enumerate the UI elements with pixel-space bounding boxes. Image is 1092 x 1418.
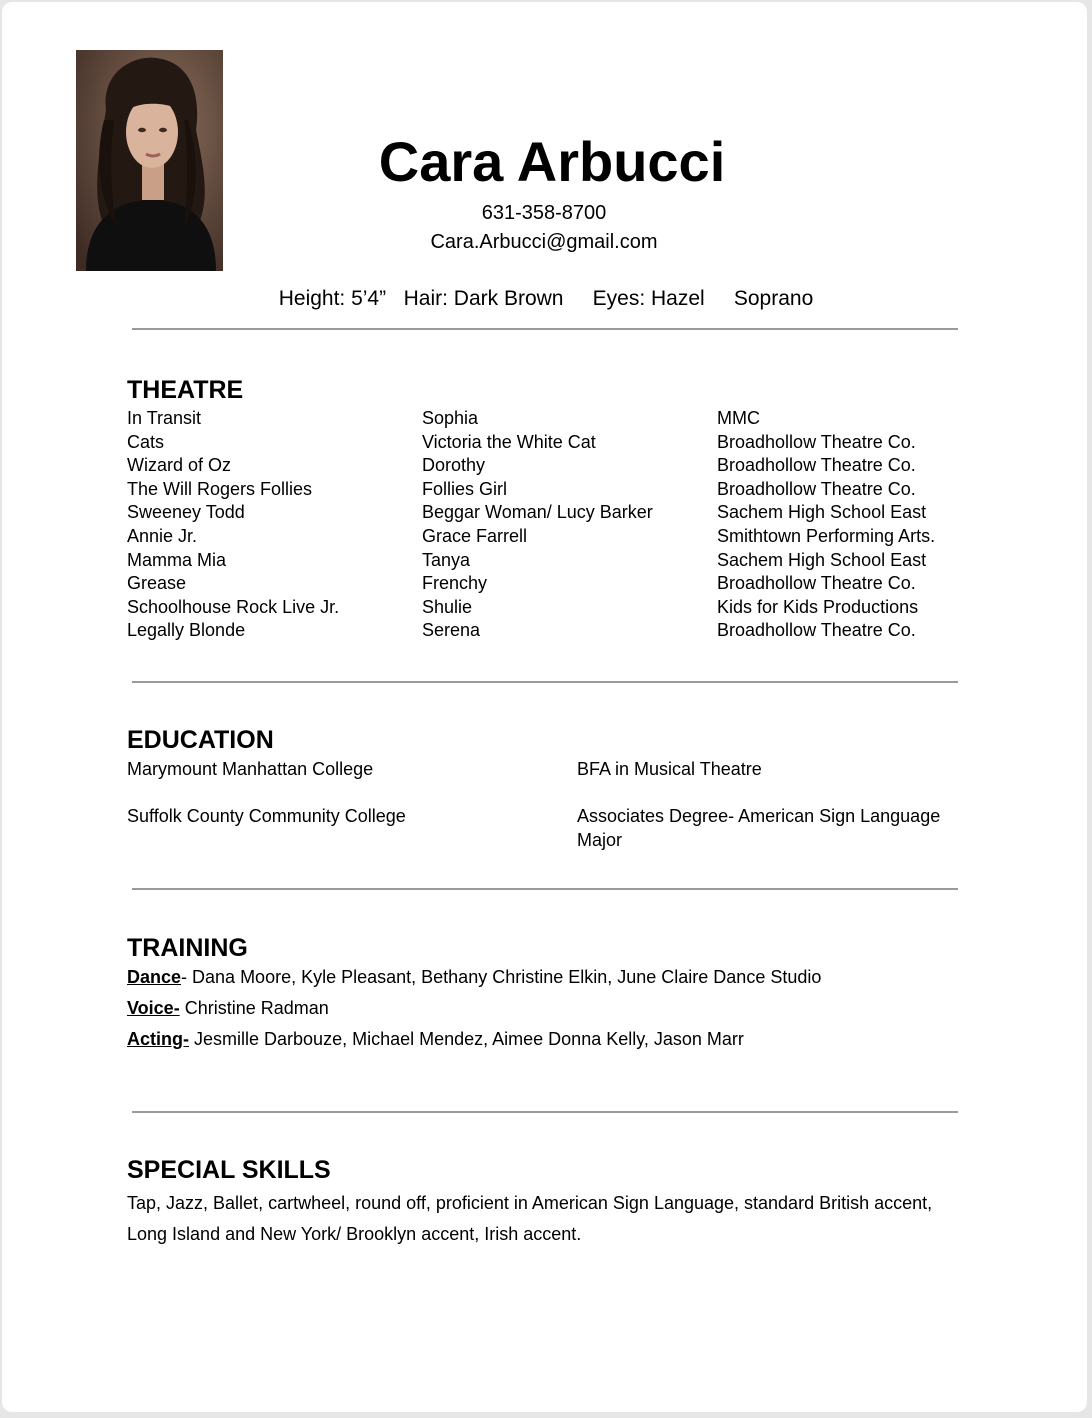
role: Beggar Woman/ Lucy Barker (422, 502, 653, 523)
company: Kids for Kids Productions (717, 596, 919, 617)
credit-row (127, 572, 967, 596)
show-title: Wizard of Oz (127, 455, 232, 476)
divider (132, 1111, 958, 1113)
credit-row (127, 454, 967, 478)
divider (132, 888, 958, 890)
training-label: Voice- (127, 998, 180, 1018)
degree: BFA in Musical Theatre (577, 759, 762, 779)
company: Sachem High School East (717, 549, 927, 570)
training-teachers: Christine Radman (184, 998, 329, 1018)
credit-row (127, 501, 967, 525)
role: Serena (422, 620, 481, 641)
company: Broadhollow Theatre Co. (717, 620, 916, 641)
training-separator: - (181, 967, 193, 987)
physical-stats: Height: 5’4” Hair: Dark Brown Eyes: Hazel Soprano (278, 287, 814, 310)
school-name: Suffolk County Community College (127, 806, 406, 826)
company: Broadhollow Theatre Co. (717, 455, 916, 476)
training-item (127, 996, 329, 1020)
special-skills-text: Tap, Jazz, Ballet, cartwheel, round off, proficient in American Sign Language, standard British accent, Long Island and New York/ Brooklyn accent, Irish accent. (127, 1193, 933, 1244)
show-title: Mamma Mia (127, 549, 227, 570)
role: Dorothy (422, 455, 486, 476)
role: Follies Girl (422, 478, 508, 499)
show-title: The Will Rogers Follies (127, 478, 313, 499)
role: Frenchy (422, 573, 488, 594)
credit-row (127, 478, 967, 502)
email-address: Cara.Arbucci@gmail.com (430, 231, 658, 253)
company: Smithtown Performing Arts. (717, 525, 936, 546)
divider (132, 681, 958, 683)
role: Sophia (422, 408, 479, 428)
role: Tanya (422, 549, 471, 570)
special-skills-heading: SPECIAL SKILLS (127, 1156, 331, 1184)
credit-row (127, 431, 967, 455)
credit-row (127, 525, 967, 549)
show-title: Annie Jr. (127, 525, 198, 546)
school-name: Marymount Manhattan College (127, 759, 374, 779)
education-heading: EDUCATION (127, 726, 274, 754)
training-item (127, 1027, 744, 1051)
show-title: Sweeney Todd (127, 502, 245, 523)
theatre-heading: THEATRE (127, 376, 244, 404)
company: Broadhollow Theatre Co. (717, 431, 916, 452)
degree: Associates Degree- American Sign Language Major (577, 806, 941, 850)
credit-row (127, 619, 967, 643)
phone-number: 631-358-8700 (481, 202, 607, 224)
company: Sachem High School East (717, 502, 927, 523)
show-title: Legally Blonde (127, 620, 246, 641)
company: MMC (717, 408, 760, 428)
training-teachers: Jesmille Darbouze, Michael Mendez, Aimee Donna Kelly, Jason Marr (194, 1029, 744, 1049)
role: Grace Farrell (422, 525, 528, 546)
company: Broadhollow Theatre Co. (717, 478, 916, 499)
role: Victoria the White Cat (422, 431, 596, 452)
resume-page (2, 2, 1087, 1412)
show-title: In Transit (127, 408, 202, 428)
credit-row (127, 549, 967, 573)
training-item (127, 965, 821, 989)
show-title: Cats (127, 431, 165, 452)
training-teachers: Dana Moore, Kyle Pleasant, Bethany Christine Elkin, June Claire Dance Studio (192, 967, 822, 987)
training-label: Dance (127, 967, 182, 987)
company: Broadhollow Theatre Co. (717, 573, 916, 594)
candidate-name: Cara Arbucci (378, 130, 726, 193)
show-title: Schoolhouse Rock Live Jr. (127, 596, 340, 617)
credit-row (127, 407, 967, 431)
theatre-credits (127, 407, 967, 643)
credit-row (127, 596, 967, 620)
divider (132, 328, 958, 330)
role: Shulie (422, 596, 473, 617)
training-heading: TRAINING (127, 934, 248, 962)
show-title: Grease (127, 573, 187, 594)
training-label: Acting- (127, 1029, 189, 1049)
